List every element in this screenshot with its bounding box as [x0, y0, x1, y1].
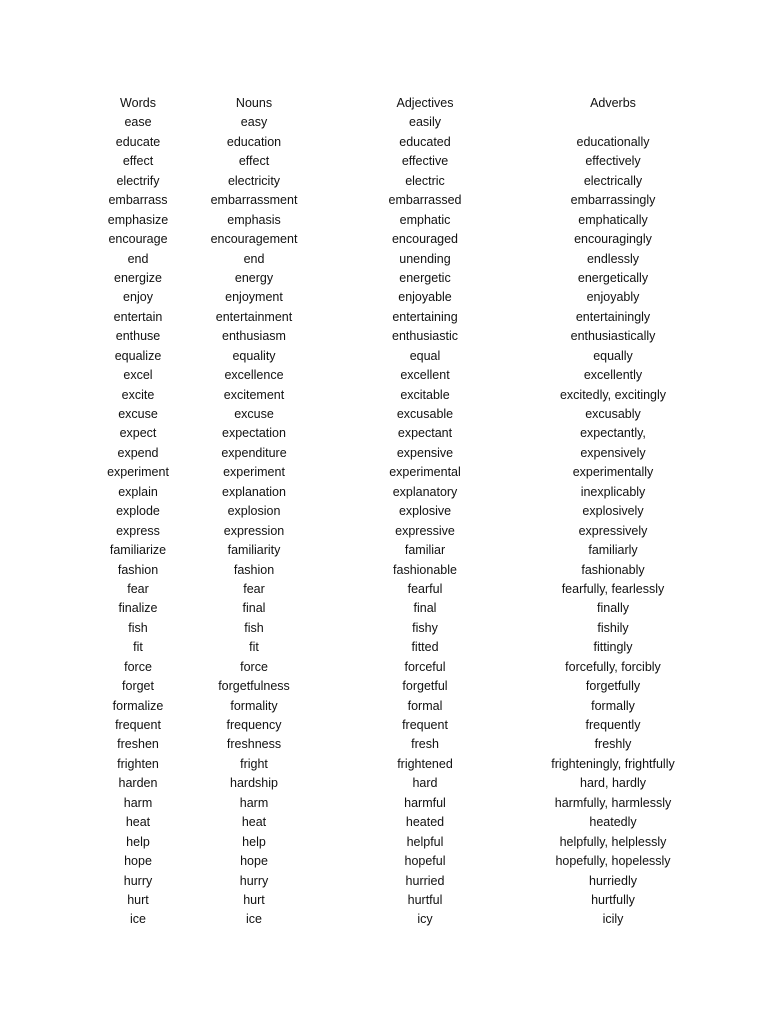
- adjective-cell: expectant: [397, 426, 453, 441]
- table-row: [0, 794, 768, 813]
- table-body: [0, 113, 768, 929]
- word-cell: express: [116, 523, 160, 538]
- adverb-cell: expectantly,: [580, 426, 646, 441]
- adjective-cell: harmful: [404, 795, 446, 810]
- word-cell: hurry: [123, 873, 153, 888]
- word-cell: excuse: [118, 407, 158, 421]
- adjective-cell: helpful: [406, 834, 444, 849]
- table-row: [0, 172, 768, 191]
- adjective-cell: excusable: [396, 407, 454, 421]
- noun-cell: embarrassment: [210, 193, 298, 208]
- adjective-cell: hard: [412, 776, 438, 791]
- table-row: [0, 133, 768, 152]
- noun-cell: heat: [241, 815, 267, 830]
- table-row: [0, 502, 768, 521]
- adverb-cell: encouragingly: [574, 232, 652, 247]
- word-cell: force: [124, 659, 152, 674]
- word-cell: forget: [122, 679, 154, 694]
- adverb-cell: formally: [591, 698, 635, 713]
- column-header-nouns: Nouns: [235, 96, 273, 110]
- table-row: [0, 599, 768, 618]
- noun-cell: encouragement: [210, 232, 298, 247]
- adjective-cell: forceful: [404, 659, 446, 674]
- table-row: [0, 211, 768, 230]
- word-cell: ease: [124, 115, 152, 130]
- table-row: [0, 891, 768, 910]
- adjective-cell: frightened: [397, 756, 453, 771]
- table-row: [0, 735, 768, 754]
- noun-cell: easy: [240, 115, 268, 130]
- adjective-cell: enthusiastic: [391, 329, 459, 344]
- adverb-cell: heatedly: [589, 815, 637, 830]
- table-row: [0, 677, 768, 696]
- word-cell: familiarize: [109, 543, 167, 558]
- adverb-cell: embarrassingly: [570, 193, 656, 208]
- adverb-cell: excellently: [583, 368, 643, 383]
- adverb-cell: forcefully, forcibly: [565, 659, 661, 674]
- table-row: [0, 658, 768, 677]
- noun-cell: excuse: [234, 407, 274, 421]
- word-cell: encourage: [108, 232, 168, 247]
- adjective-cell: energetic: [399, 270, 451, 285]
- noun-cell: explanation: [222, 484, 286, 499]
- adjective-cell: educated: [399, 134, 451, 149]
- word-cell: finalize: [118, 601, 158, 616]
- noun-cell: forgetfulness: [218, 679, 290, 694]
- noun-cell: help: [242, 834, 266, 849]
- word-cell: energize: [114, 270, 162, 285]
- adverb-cell: hurriedly: [589, 873, 637, 888]
- word-cell: experiment: [107, 465, 169, 480]
- word-cell: fashion: [117, 562, 159, 577]
- column-header-adjectives: Adjectives: [396, 96, 454, 110]
- adverb-cell: helpfully, helplessly: [559, 834, 667, 849]
- table-row: [0, 774, 768, 793]
- table-row: [0, 386, 768, 405]
- word-cell: expend: [117, 445, 159, 460]
- adjective-cell: effective: [401, 154, 449, 169]
- table-row: [0, 269, 768, 288]
- table-row: [0, 444, 768, 463]
- noun-cell: experiment: [223, 465, 285, 480]
- adverb-cell: electrically: [583, 173, 643, 188]
- table-row: [0, 483, 768, 502]
- adjective-cell: explosive: [398, 504, 452, 519]
- adjective-cell: hurtful: [407, 892, 443, 907]
- adverb-cell: fashionably: [581, 562, 645, 577]
- table-row: [0, 405, 768, 424]
- noun-cell: hope: [240, 854, 268, 869]
- adverb-cell: familiarly: [588, 543, 638, 558]
- adverb-cell: inexplicably: [580, 484, 646, 499]
- adjective-cell: easily: [409, 115, 441, 130]
- noun-cell: entertainment: [215, 309, 293, 324]
- column-header-words: Words: [120, 96, 156, 110]
- adverb-cell: fishily: [597, 620, 629, 635]
- word-cell: equalize: [114, 348, 162, 363]
- word-cell: hurt: [127, 892, 149, 907]
- adjective-cell: hopeful: [404, 854, 446, 869]
- noun-cell: familiarity: [227, 543, 281, 558]
- noun-cell: enjoyment: [225, 290, 283, 305]
- word-cell: hope: [124, 854, 152, 869]
- adjective-cell: familiar: [404, 543, 446, 558]
- noun-cell: fright: [240, 756, 268, 771]
- adjective-cell: formal: [407, 698, 443, 713]
- adverb-cell: effectively: [585, 154, 641, 169]
- word-cell: explode: [116, 504, 160, 519]
- adjective-cell: enjoyable: [398, 290, 452, 305]
- table-row: [0, 561, 768, 580]
- adjective-cell: fashionable: [393, 562, 457, 577]
- noun-cell: explosion: [227, 504, 281, 519]
- word-cell: heat: [125, 815, 151, 830]
- noun-cell: fear: [243, 581, 265, 596]
- word-forms-table: [0, 94, 768, 930]
- table-row: [0, 327, 768, 346]
- noun-cell: force: [240, 659, 268, 674]
- adjective-cell: experimental: [389, 465, 461, 480]
- adverb-cell: excitedly, excitingly: [559, 387, 667, 402]
- adjective-cell: entertaining: [392, 309, 458, 324]
- adjective-cell: hurried: [405, 873, 445, 888]
- adjective-cell: fitted: [411, 640, 439, 655]
- adverb-cell: hopefully, hopelessly: [555, 854, 671, 869]
- noun-cell: equality: [232, 348, 276, 363]
- word-cell: enthuse: [115, 329, 161, 344]
- table-header-row: [0, 94, 768, 113]
- word-cell: harden: [118, 776, 158, 791]
- word-cell: explain: [118, 484, 158, 499]
- noun-cell: formality: [230, 698, 278, 713]
- adverb-cell: frighteningly, frightfully: [551, 756, 675, 771]
- noun-cell: effect: [238, 154, 270, 169]
- noun-cell: frequency: [226, 718, 282, 732]
- adverb-cell: enjoyably: [586, 290, 640, 305]
- word-cell: effect: [122, 154, 154, 169]
- table-row: [0, 347, 768, 366]
- adverb-cell: harmfully, harmlessly: [554, 795, 672, 810]
- table-row: [0, 755, 768, 774]
- noun-cell: fit: [249, 640, 259, 655]
- table-row: [0, 541, 768, 560]
- adverb-cell: expensively: [580, 445, 646, 460]
- adverb-cell: enthusiastically: [570, 329, 656, 344]
- word-cell: emphasize: [107, 212, 169, 227]
- noun-cell: electricity: [227, 173, 281, 188]
- word-cell: excel: [123, 368, 153, 383]
- adjective-cell: emphatic: [399, 212, 451, 227]
- table-row: [0, 366, 768, 385]
- adjective-cell: encouraged: [391, 232, 459, 247]
- word-cell: fear: [127, 581, 149, 596]
- adverb-cell: freshly: [594, 737, 632, 752]
- table-row: [0, 833, 768, 852]
- adverb-cell: endlessly: [586, 251, 640, 266]
- adjective-cell: expressive: [395, 523, 455, 538]
- table-row: [0, 619, 768, 638]
- noun-cell: energy: [234, 270, 274, 285]
- noun-cell: emphasis: [227, 212, 281, 227]
- table-row: [0, 716, 768, 735]
- adjective-cell: unending: [399, 251, 451, 266]
- adverb-cell: experimentally: [572, 465, 654, 480]
- adverb-cell: fearfully, fearlessly: [561, 581, 665, 596]
- adverb-cell: fittingly: [593, 640, 633, 655]
- adverb-cell: emphatically: [578, 212, 648, 227]
- adverb-cell: equally: [593, 348, 633, 363]
- noun-cell: expenditure: [221, 445, 287, 460]
- table-row: [0, 250, 768, 269]
- adjective-cell: icy: [417, 912, 433, 927]
- noun-cell: freshness: [226, 737, 282, 752]
- word-cell: entertain: [113, 309, 163, 324]
- word-cell: educate: [115, 134, 161, 149]
- adjective-cell: fishy: [412, 620, 438, 635]
- word-cell: expect: [119, 426, 157, 441]
- noun-cell: hurt: [243, 892, 265, 907]
- adverb-cell: energetically: [577, 270, 649, 285]
- table-row: [0, 230, 768, 249]
- adjective-cell: embarrassed: [388, 193, 462, 208]
- adverb-cell: entertainingly: [575, 309, 651, 324]
- table-row: [0, 852, 768, 871]
- table-row: [0, 152, 768, 171]
- table-row: [0, 638, 768, 657]
- adjective-cell: fresh: [411, 737, 439, 752]
- word-cell: embarrass: [108, 193, 168, 208]
- word-cell: fish: [128, 620, 148, 635]
- word-cell: excite: [121, 387, 155, 402]
- noun-cell: fish: [244, 620, 264, 635]
- adjective-cell: frequent: [402, 718, 448, 732]
- adjective-cell: fearful: [407, 581, 443, 596]
- adverb-cell: finally: [597, 601, 629, 616]
- adverb-cell: hard, hardly: [579, 776, 647, 791]
- noun-cell: education: [226, 134, 282, 149]
- table-row: [0, 580, 768, 599]
- table-row: [0, 872, 768, 891]
- noun-cell: excellence: [224, 368, 284, 383]
- adjective-cell: explanatory: [392, 484, 458, 499]
- noun-cell: hurry: [239, 873, 269, 888]
- noun-cell: ice: [246, 912, 262, 927]
- table-row: [0, 522, 768, 541]
- adjective-cell: heated: [405, 815, 445, 830]
- adjective-cell: electric: [405, 173, 445, 188]
- adjective-cell: expensive: [396, 445, 454, 460]
- noun-cell: fashion: [233, 562, 275, 577]
- table-row: [0, 424, 768, 443]
- word-cell: end: [127, 251, 149, 266]
- adverb-cell: educationally: [576, 134, 650, 149]
- table-row: [0, 813, 768, 832]
- adverb-cell: frequently: [585, 718, 641, 732]
- adjective-cell: forgetful: [402, 679, 448, 694]
- word-cell: frequent: [115, 718, 161, 732]
- adverb-cell: explosively: [582, 504, 644, 519]
- adverb-cell: forgetfully: [585, 679, 641, 694]
- word-cell: frighten: [117, 756, 159, 771]
- adjective-cell: final: [413, 601, 437, 616]
- noun-cell: excitement: [223, 387, 285, 402]
- adjective-cell: excitable: [400, 387, 450, 402]
- adverb-cell: icily: [602, 912, 624, 927]
- adverb-cell: hurtfully: [591, 892, 635, 907]
- word-cell: harm: [123, 795, 153, 810]
- adjective-cell: equal: [409, 348, 441, 363]
- adjective-cell: excellent: [400, 368, 450, 383]
- word-cell: ice: [130, 912, 146, 927]
- column-header-adverbs: Adverbs: [590, 96, 636, 110]
- adverb-cell: excusably: [585, 407, 641, 421]
- word-cell: freshen: [117, 737, 159, 752]
- table-row: [0, 308, 768, 327]
- noun-cell: end: [243, 251, 265, 266]
- noun-cell: final: [242, 601, 266, 616]
- table-row: [0, 191, 768, 210]
- noun-cell: enthusiasm: [222, 329, 286, 344]
- table-row: [0, 697, 768, 716]
- adverb-cell: expressively: [578, 523, 648, 538]
- word-cell: formalize: [112, 698, 164, 713]
- noun-cell: harm: [239, 795, 269, 810]
- noun-cell: hardship: [230, 776, 278, 791]
- table-row: [0, 910, 768, 929]
- table-row: [0, 113, 768, 132]
- word-cell: fit: [133, 640, 143, 655]
- noun-cell: expectation: [222, 426, 286, 441]
- word-cell: enjoy: [123, 290, 153, 305]
- table-row: [0, 288, 768, 307]
- word-cell: help: [126, 834, 150, 849]
- noun-cell: expression: [223, 523, 285, 538]
- table-row: [0, 463, 768, 482]
- word-cell: electrify: [116, 173, 160, 188]
